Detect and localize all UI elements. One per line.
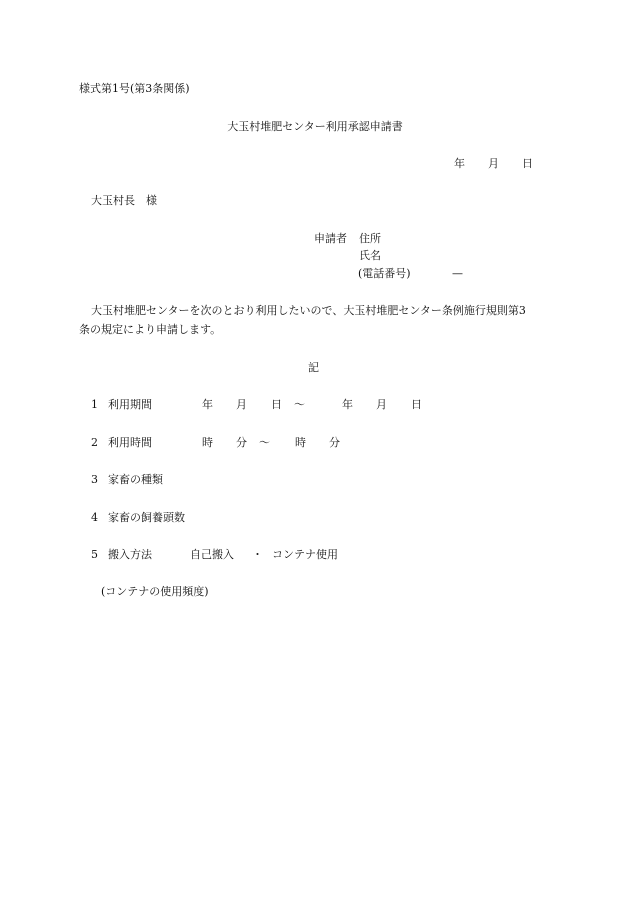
container-usage-note: (コンテナの使用頻度) [101, 585, 209, 598]
item-number: 2 [91, 436, 98, 449]
period-end-day: 日 [411, 398, 422, 411]
address-label: 住所 [359, 232, 381, 245]
form-number: 様式第1号(第3条関係) [79, 82, 190, 95]
period-end-month: 月 [376, 398, 387, 411]
delivery-option-container: コンテナ使用 [272, 548, 338, 561]
period-start-year: 年 [202, 398, 213, 411]
addressee: 大玉村長 様 [91, 194, 157, 207]
period-end-year: 年 [342, 398, 353, 411]
item-number: 1 [91, 398, 98, 411]
form-title: 大玉村堆肥センター利用承認申請書 [227, 120, 403, 133]
item-number: 5 [91, 548, 98, 561]
date-month: 月 [488, 157, 499, 170]
applicant-label: 申請者 [314, 232, 347, 245]
time-start-minute: 分 [236, 436, 247, 449]
time-end-minute: 分 [329, 436, 340, 449]
name-label: 氏名 [359, 249, 381, 262]
period-tilde: 〜 [294, 398, 305, 411]
delivery-separator: ・ [252, 548, 263, 561]
phone-dash: — [452, 267, 463, 280]
period-start-month: 月 [236, 398, 247, 411]
item-label: 家畜の種類 [108, 473, 163, 486]
item-label: 利用時間 [108, 436, 152, 449]
delivery-option-self: 自己搬入 [190, 548, 234, 561]
phone-label: (電話番号) [358, 267, 411, 280]
item-label: 搬入方法 [108, 548, 152, 561]
item-label: 家畜の飼養頭数 [108, 511, 185, 524]
item-label: 利用期間 [108, 398, 152, 411]
time-start-hour: 時 [202, 436, 213, 449]
item-number: 4 [91, 511, 98, 524]
period-start-day: 日 [271, 398, 282, 411]
time-tilde: 〜 [259, 436, 270, 449]
date-day: 日 [522, 157, 533, 170]
ki-heading: 記 [308, 361, 319, 374]
body-line-1: 大玉村堆肥センターを次のとおり利用したいので、大玉村堆肥センター条例施行規則第3 [91, 304, 526, 317]
date-year: 年 [454, 157, 465, 170]
item-number: 3 [91, 473, 98, 486]
body-line-2: 条の規定により申請します。 [79, 323, 222, 336]
time-end-hour: 時 [295, 436, 306, 449]
